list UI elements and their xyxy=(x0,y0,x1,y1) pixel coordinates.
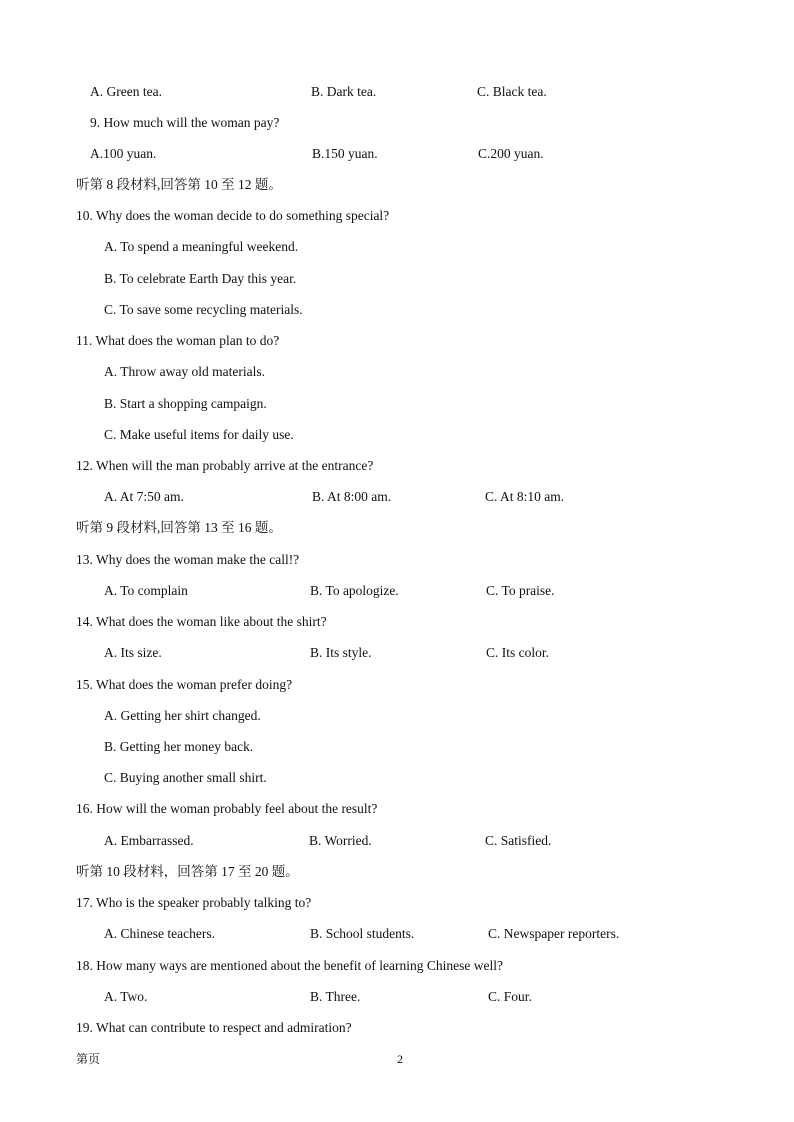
option-c: C.200 yuan. xyxy=(478,146,544,161)
question-14: 14. What does the woman like about the shirt? xyxy=(76,614,327,629)
option-c: C. Four. xyxy=(488,989,532,1004)
option-b: B. Start a shopping campaign. xyxy=(104,396,267,411)
option-c: C. Newspaper reporters. xyxy=(488,926,620,941)
q9-options xyxy=(0,146,794,162)
option-b: B. Three. xyxy=(310,989,361,1004)
q18-options xyxy=(0,989,794,1005)
question-13: 13. Why does the woman make the call!? xyxy=(76,552,300,567)
section-heading-8: 听第 8 段材料,回答第 10 至 12 题。 xyxy=(76,177,282,192)
question-15: 15. What does the woman prefer doing? xyxy=(76,677,293,692)
option-b: B. Its style. xyxy=(310,645,372,660)
option-c: C. To praise. xyxy=(486,583,555,598)
option-b: B. Dark tea. xyxy=(311,84,377,99)
option-a: A. Embarrassed. xyxy=(104,833,194,848)
q8-options xyxy=(0,84,794,100)
option-c: C. Black tea. xyxy=(477,84,547,99)
section-heading-10: 听第 10 段材料，回答第 17 至 20 题。 xyxy=(76,864,299,879)
option-a: A. At 7:50 am. xyxy=(104,489,184,504)
option-b: B. Getting her money back. xyxy=(104,739,254,754)
q17-options xyxy=(0,926,794,942)
option-b: B. To celebrate Earth Day this year. xyxy=(104,271,297,286)
question-19: 19. What can contribute to respect and admiration? xyxy=(76,1020,352,1035)
option-c: C. Buying another small shirt. xyxy=(104,770,267,785)
question-9: 9. How much will the woman pay? xyxy=(90,115,280,130)
option-a: A. Two. xyxy=(104,989,148,1004)
question-18: 18. How many ways are mentioned about the benefit of learning Chinese well? xyxy=(76,958,503,973)
option-c: C. Its color. xyxy=(486,645,549,660)
section-heading-9: 听第 9 段材料,回答第 13 至 16 题。 xyxy=(76,520,282,535)
option-b: B.150 yuan. xyxy=(312,146,378,161)
q14-options xyxy=(0,645,794,661)
option-a: A. Chinese teachers. xyxy=(104,926,215,941)
question-11: 11. What does the woman plan to do? xyxy=(76,333,280,348)
option-a: A. To complain xyxy=(104,583,188,598)
question-12: 12. When will the man probably arrive at the entrance? xyxy=(76,458,374,473)
page-number: 2 xyxy=(397,1052,403,1066)
option-b: B. School students. xyxy=(310,926,415,941)
q12-options xyxy=(0,489,794,505)
question-16: 16. How will the woman probably feel about the result? xyxy=(76,801,378,816)
option-a: A. Green tea. xyxy=(90,84,162,99)
option-c: C. To save some recycling materials. xyxy=(104,302,303,317)
option-c: C. Make useful items for daily use. xyxy=(104,427,294,442)
option-b: B. At 8:00 am. xyxy=(312,489,392,504)
option-a: A. Its size. xyxy=(104,645,162,660)
option-c: C. Satisfied. xyxy=(485,833,552,848)
q13-options xyxy=(0,583,794,599)
option-a: A. Throw away old materials. xyxy=(104,364,265,379)
option-a: A. To spend a meaningful weekend. xyxy=(104,239,299,254)
option-b: B. To apologize. xyxy=(310,583,399,598)
option-c: C. At 8:10 am. xyxy=(485,489,565,504)
option-a: A. Getting her shirt changed. xyxy=(104,708,261,723)
question-17: 17. Who is the speaker probably talking to? xyxy=(76,895,312,910)
footer-label: 第页 xyxy=(76,1052,101,1066)
question-10: 10. Why does the woman decide to do something special? xyxy=(76,208,390,223)
option-b: B. Worried. xyxy=(309,833,372,848)
q16-options xyxy=(0,833,794,849)
option-a: A.100 yuan. xyxy=(90,146,157,161)
